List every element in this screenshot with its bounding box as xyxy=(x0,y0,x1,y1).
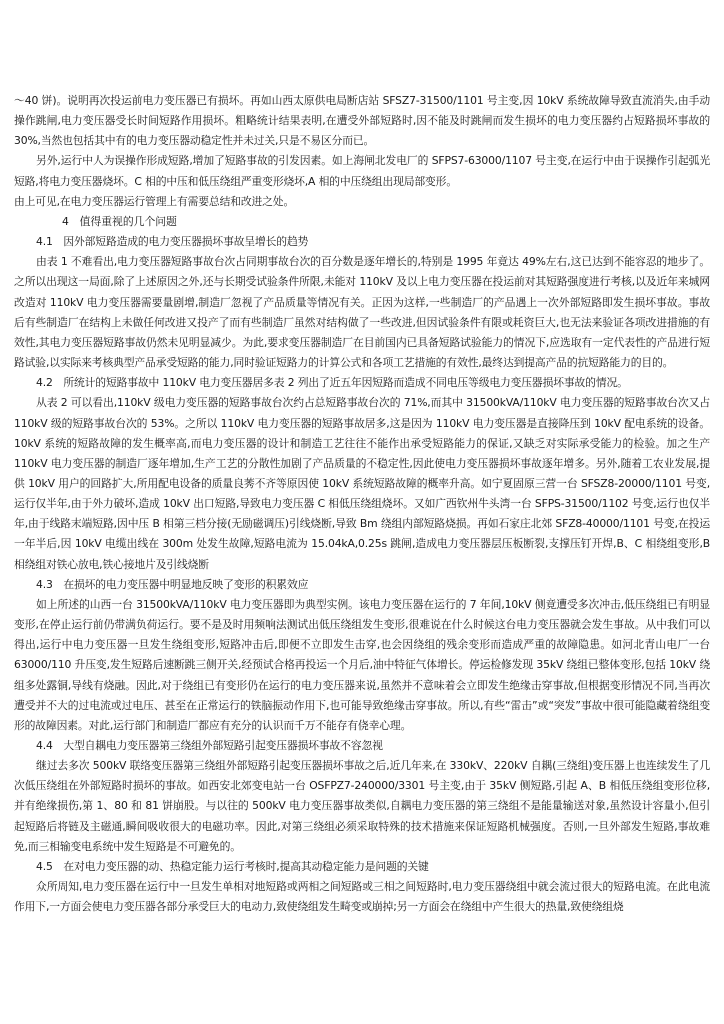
subsection-heading-4-2: 4.2 所统计的短路事故中 110kV 电力变压器居多表 2 列出了近五年因短路而造成不同电压等级电力变压器损坏事故的情况。 xyxy=(36,376,628,390)
subsection-body-4-3: 如上所述的山西一台 31500kVA/110kV 电力变压器即为典型实例。该电力变压器在运行的 7 年间,10kV 侧竟遭受多次冲击,低压绕组已有明显变形,在停止运行前仍带满负荷运行。要不是及时用频响法测试出低压绕组发生变形,很难说在什么时候这台电力变压器就会发生事故。从中我们可以得出,运行中电力变压器一旦发生绕组变形,短路冲击后,即便不立即发生击穿,也会因绕组的残余变形而造成严重的故障隐患。如河北青山电厂一台 63000/110 升压变,发生短路后速断跳三侧开关,经预试合格再投运一个月后,油中特征气体增长。停运检修发现 35kV 绕组已整体变形,包括 10kV 绕组多处露铜,导线有烧融。因此,对于绕组已有变形仍在运行的电力变压器来说,虽然并不意味着会立即发生绝缘击穿事故,但根据变形情况不同,当再次遭受并不大的过电流或过电压、甚至在正常运行的铁脑振动作用下,也可能导致绝缘击穿事故。所以,有些“雷击”或“突发”事故中很可能隐藏着绕组变形的故障因素。对此,运行部门和制造厂都应有充分的认识而千万不能存有侥幸心理。 xyxy=(14,597,710,732)
subsection-body-4-5: 众所周知,电力变压器在运行中一旦发生单相对地短路或两相之间短路或三相之间短路时,电力变压器绕组中就会流过很大的短路电流。在此电流作用下,一方面会使电力变压器各部分承受巨大的电动力,致使绕组发生畸变或崩掉;另一方面会在绕组中产生很大的热量,致使绕组烧 xyxy=(14,880,710,914)
subsection-body-4-1: 由表 1 不难看出,电力变压器短路事故台次占同期事故台次的百分数是逐年增长的,特别是 1995 年竟达 49%左右,这已达到不能容忍的地步了。之所以出现这一局面,除了上述原因之外,还与长期受试验条件所限,未能对 110kV 及以上电力变压器在投运前对其短路强度进行考核,以及近年来城网改造对 110kV 电力变压器需要量剧增,制造厂忽视了产品质量等情况有关。正因为这样,一些制造厂的产品遇上一次外部短路即发生损坏事故。事故后有些制造厂在结构上未做任何改进又投产了而有些制造厂虽然对结构做了一些改进,但因试验条件有限或耗资巨大,也无法来验证各项改进措施的有效性,其电力变压器短路事故仍然未见明显减少。为此,要求变压器制造厂在目前国内已具备短路试验能力的情况下,应选取有一定代表性的产品进行短路试验,以实际来考核典型产品承受短路的能力,同时验证短路力的计算公式和各项工艺措施的有效性,最终达到提高产品的抗短路能力的目的。 xyxy=(14,255,710,370)
subsection-heading-4-3: 4.3 在损坏的电力变压器中明显地反映了变形的积累效应 xyxy=(36,577,309,591)
subsection-body-4-4: 继过去多次 500kV 联络变压器第三绕组外部短路引起变压器损坏事故之后,近几年来,在 330kV、220kV 自耦(三绕组)变压器上也连续发生了几次低压绕组在外部短路时损坏的事故。如西安北郊变电站一台 OSFPZ7-240000/3301 号主变,由于 35kV 侧短路,引起 A、B 相低压绕组变形位移,并有绝缘损伤,第 1、80 和 81 饼崩股。与以往的 500kV 电力变压器事故类似,自耦电力变压器的第三绕组不是能量输送对象,虽然设计容量小,但引起短路后将链及主磁通,瞬间吸收很大的电磁功率。因此,对第三绕组必须采取特殊的技术措施来保证短路机械强度。否则,一旦外部发生短路,事故难免,而三相输变电系统中发生短路是不可避免的。 xyxy=(14,759,710,853)
paragraph-misoperation: 另外,运行中人为误操作形成短路,增加了短路事故的引发因素。如上海闸北发电厂的 SFPS7-63000/1107 号主变,在运行中由于误操作引起弧光短路,将电力变压器烧坏。C 相的中压和低压绕组严重变形烧坏,A 相的中压绕组出现局部变形。 xyxy=(14,154,710,188)
paragraph-continuation: ～40 饼)。说明再次投运前电力变压器已有损坏。再如山西太原供电局断店站 SFSZ7-31500/1101 号主变,因 10kV 系统故障导致直流消失,由手动操作跳闸,电力变压器受长时间短路作用损坏。粗略统计结果表明,在遭受外部短路时,因不能及时跳闸而发生损坏的电力变压器约占短路损坏事故的 30%,当然也包括其中有的电力变压器动稳定性并未过关,只是不易区分而已。 xyxy=(14,94,710,148)
subsection-body-4-2: 从表 2 可以看出,110kV 级电力变压器的短路事故台次约占总短路事故台次的 71%,而其中 31500kVA/110kV 电力变压器的短路事故台次又占 110kV 级的短路事故台次的 53%。之所以 110kV 电力变压器的短路事故居多,这是因为 110kV 电力变压器是直接降压到 10kV 配电系统的设备。10kV 系统的短路故障的发生概率高,而电力变压器的设计和制造工艺往往不能作出承受短路能力的保证,又缺乏对实际承受能力的检验。加之生产 110kV 电力变压器的制造厂逐年增加,生产工艺的分散性加剧了产品质量的不稳定性,因此使电力变压器损坏事故逐年增多。另外,随着工农业发展,提供 10kV 用户的回路扩大,所用配电设备的质量良莠不齐等原因使 10kV 系统短路故障的概率升高。如宁夏固原三营一台 SFSZ8-20000/1101 号变,运行仅半年,由于外力破坏,造成 10kV 出口短路,导致电力变压器 C 相低压绕组烧坏。又如广西钦州牛头湾一台 SFPS-31500/1102 号变,运行也仅半年,由于线路末端短路,因中压 B 相第三档分接(无励磁调压)引线烧断,导致 Bm 绕组内部短路烧损。再如石家庄北郊 SFZ8-40000/1101 号变,在投运一年半后,因 10kV 电缆出线在 300m 处发生故障,短路电流为 15.04kA,0.25s 跳闸,造成电力变压器层压板断裂,支撑压钉开焊,B、C 相绕组变形,B 相绕组对铁心放电,铁心接地片及引线烧断 xyxy=(14,396,710,571)
subsection-heading-4-5: 4.5 在对电力变压器的动、热稳定能力运行考核时,提高其动稳定能力是问题的关键 xyxy=(36,859,429,873)
section-heading-4: 4 值得重视的几个问题 xyxy=(62,214,177,228)
subsection-heading-4-1: 4.1 因外部短路造成的电力变压器损坏事故呈增长的趋势 xyxy=(36,235,309,249)
paragraph-summary: 由上可见,在电力变压器运行管理上有需要总结和改进之处。 xyxy=(14,194,295,208)
subsection-heading-4-4: 4.4 大型自耦电力变压器第三绕组外部短路引起变压器损坏事故不容忽视 xyxy=(36,739,383,752)
